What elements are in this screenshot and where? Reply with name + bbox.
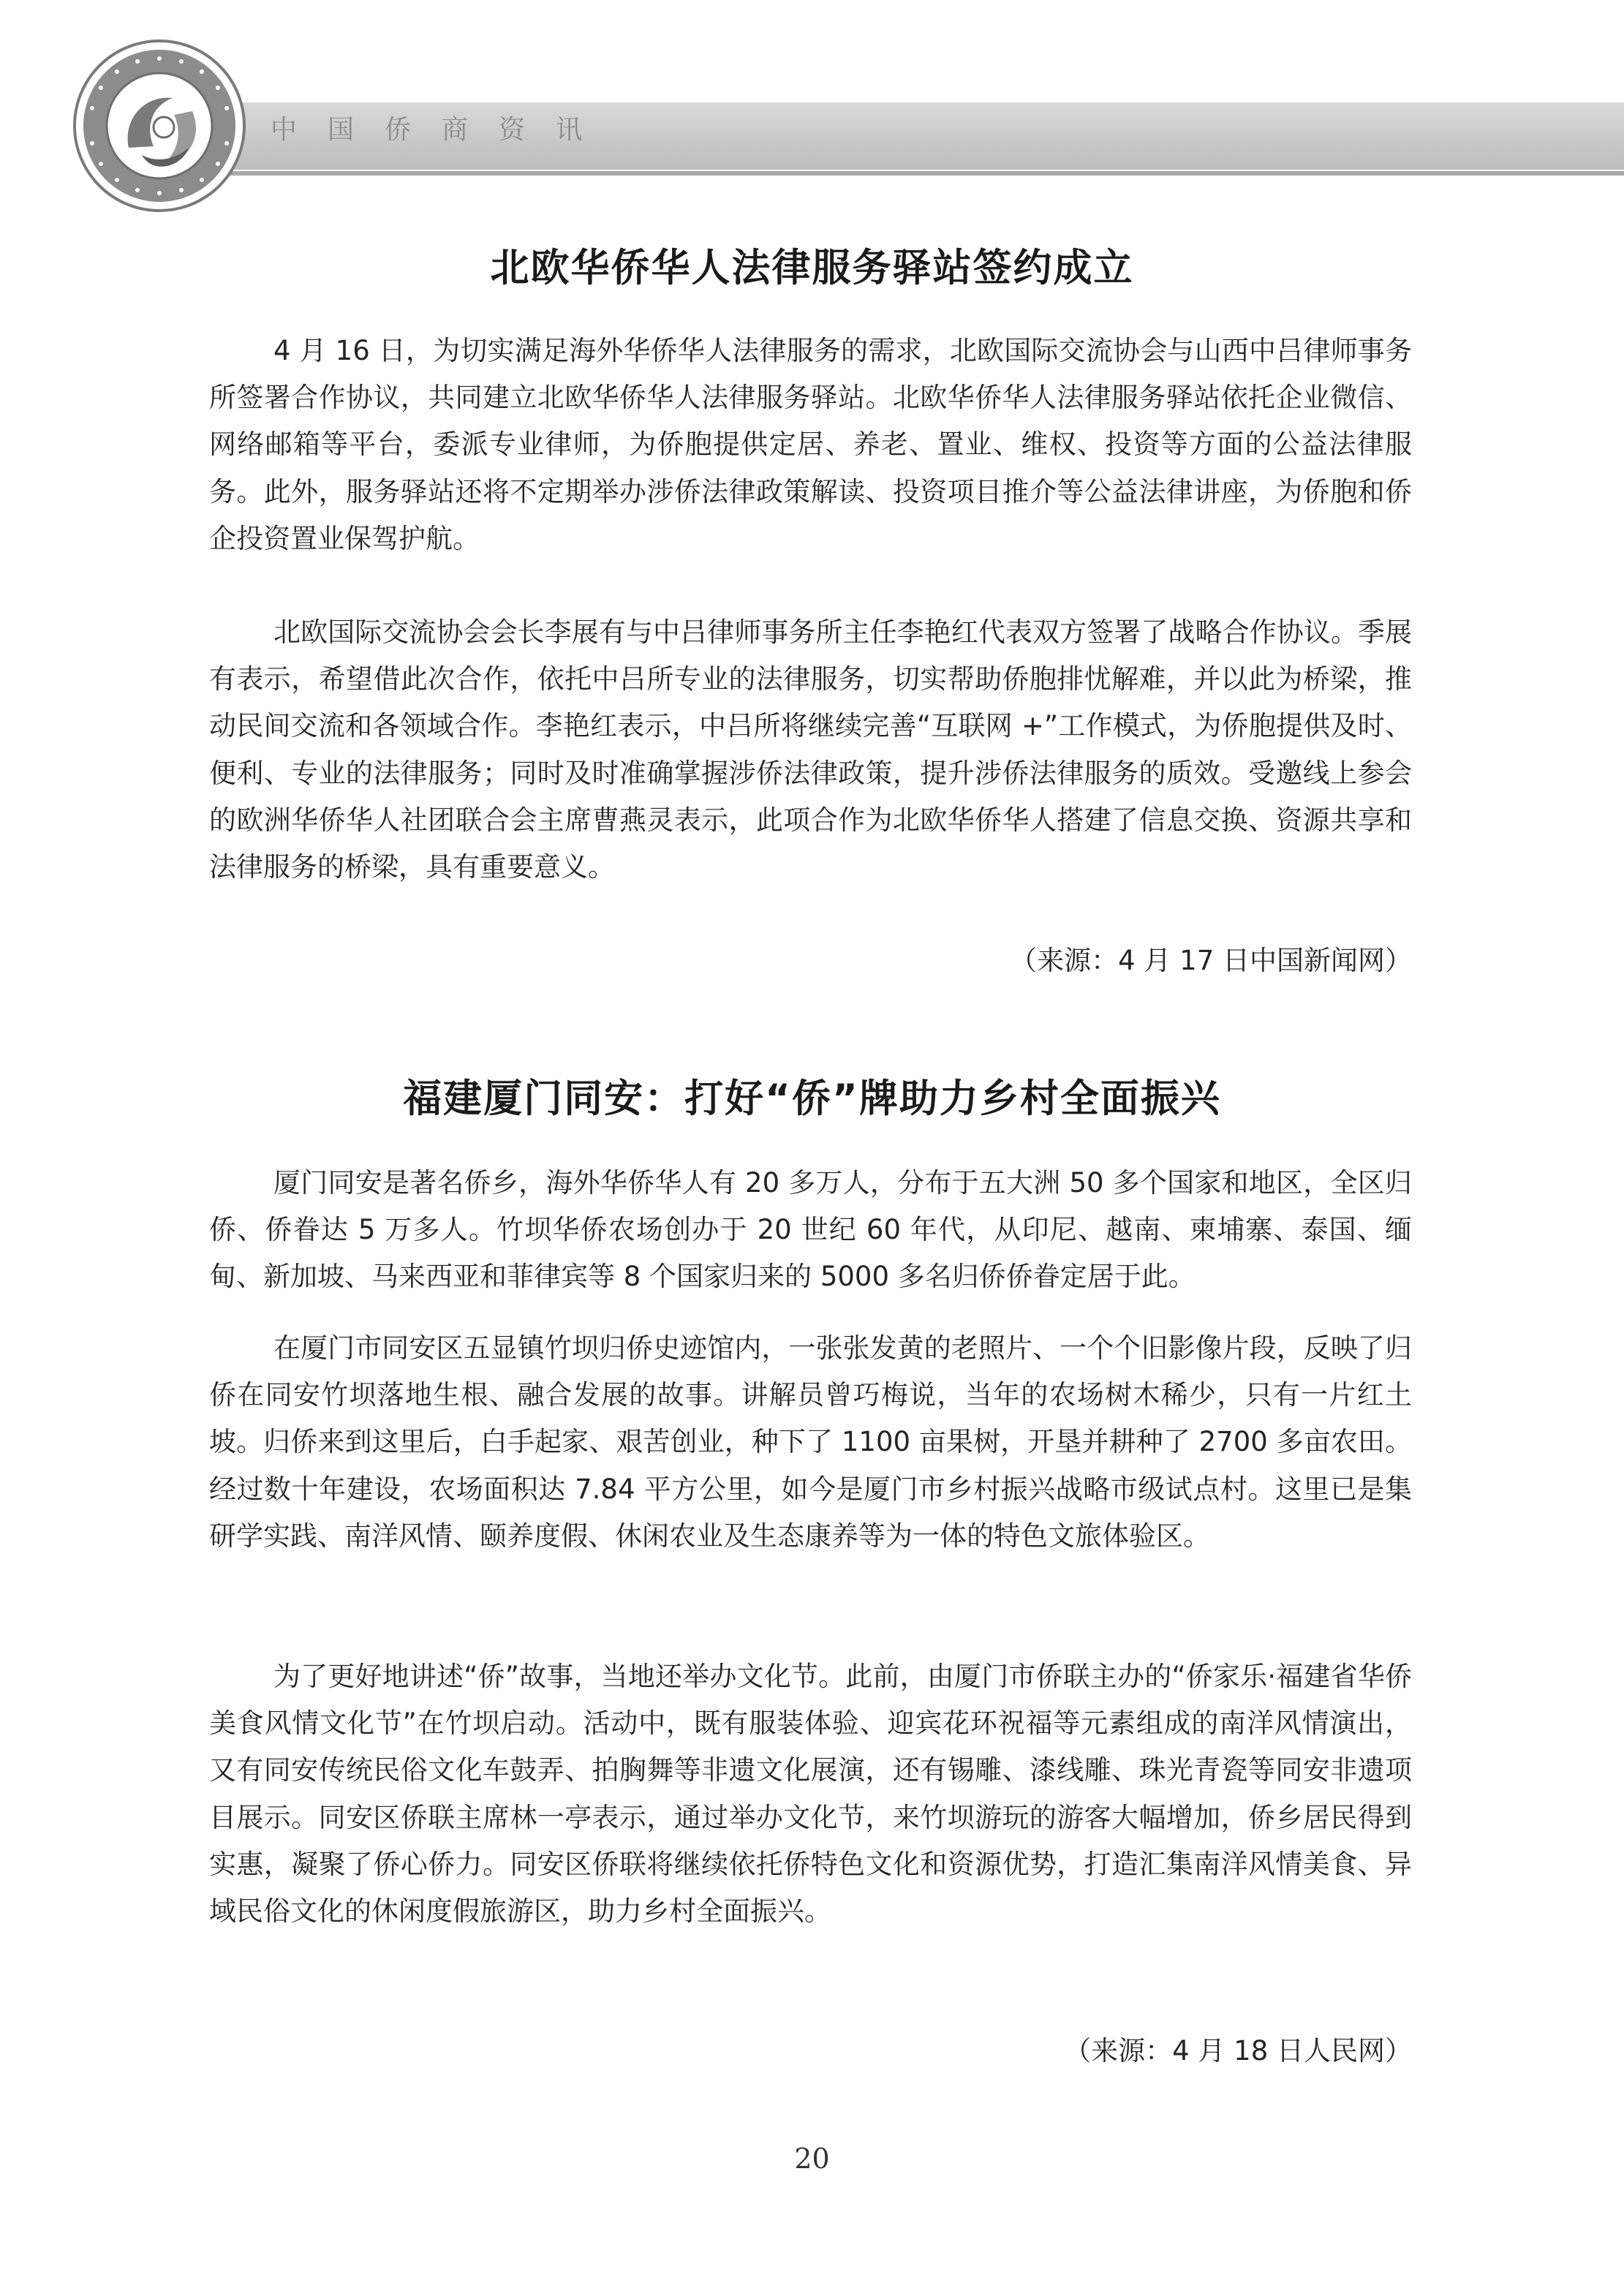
article-1-paragraph-2: 北欧国际交流协会会长李展有与中吕律师事务所主任李艳红代表双方签署了战略合作协议。季展有表示，希望借此次合作，依托中吕所专业的法律服务，切实帮助侨胞排忧解难，并以此为桥梁，推动民间交流和各领域合作。李艳红表示，中吕所将继续完善“互联网 +”工作模式，为侨胞提供及时、便利、专业的法律服务；同时及时准确掌握涉侨法律政策，提升涉侨法律服务的质效。受邀线上参会的欧洲华侨华人社团联合会主席曹燕灵表示，此项合作为北欧华侨华人搭建了信息交换、资源共享和法律服务的桥梁，具有重要意义。 xyxy=(209,616,1412,883)
article-2-paragraph-2: 在厦门市同安区五显镇竹坝归侨史迹馆内，一张张发黄的老照片、一个个旧影像片段，反映了归侨在同安竹坝落地生根、融合发展的故事。讲解员曾巧梅说，当年的农场树木稀少，只有一片红土坡。归侨来到这里后，白手起家、艰苦创业，种下了 1100 亩果树，开垦并耕种了 2700 多亩农田。经过数十年建设，农场面积达 7.84 平方公里，如今是厦门市乡村振兴战略市级试点村。这里已是集研学实践、南洋风情、颐养度假、休闲农业及生态康养等为一体的特色文旅体验区。 xyxy=(209,1332,1412,1552)
article-1-title: 北欧华侨华人法律服务驿站签约成立 xyxy=(490,246,1134,290)
header-title: 中国侨商资讯 xyxy=(271,115,613,145)
article-2-paragraph-1: 厦门同安是著名侨乡，海外华侨华人有 20 多万人，分布于五大洲 50 多个国家和地区，全区归侨、侨眷达 5 万多人。竹坝华侨农场创办于 20 世纪 60 年代，从印尼、越南、柬埔寨、泰国、缅甸、新加坡、马来西亚和菲律宾等 8 个国家归来的 5000 多名归侨侨眷定居于此。 xyxy=(209,1167,1412,1293)
article-2-source: （来源：4 月 18 日人民网） xyxy=(1064,2035,1412,2067)
logo-icon xyxy=(72,38,247,214)
article-1-source: （来源：4 月 17 日中国新闻网） xyxy=(1010,945,1412,976)
page-number: 20 xyxy=(794,2143,830,2175)
header-divider xyxy=(161,171,1624,176)
article-1-paragraph-1: 4 月 16 日，为切实满足海外华侨华人法律服务的需求，北欧国际交流协会与山西中吕律师事务所签署合作协议，共同建立北欧华侨华人法律服务驿站。北欧华侨华人法律服务驿站依托企业微信、网络邮箱等平台，委派专业律师，为侨胞提供定居、养老、置业、维权、投资等方面的公益法律服务。此外，服务驿站还将不定期举办涉侨法律政策解读、投资项目推介等公益法律讲座，为侨胞和侨企投资置业保驾护航。 xyxy=(209,335,1412,554)
article-2-title: 福建厦门同安：打好“侨”牌助力乡村全面振兴 xyxy=(403,1076,1221,1121)
article-2-paragraph-3: 为了更好地讲述“侨”故事，当地还举办文化节。此前，由厦门市侨联主办的“侨家乐·福建省华侨美食风情文化节”在竹坝启动。活动中，既有服装体验、迎宾花环祝福等元素组成的南洋风情演出，又有同安传统民俗文化车鼓弄、拍胸舞等非遗文化展演，还有锡雕、漆线雕、珠光青瓷等同安非遗项目展示。同安区侨联主席林一亭表示，通过举办文化节，来竹坝游玩的游客大幅增加，侨乡居民得到实惠，凝聚了侨心侨力。同安区侨联将继续依托侨特色文化和资源优势，打造汇集南洋风情美食、异域民俗文化的休闲度假旅游区，助力乡村全面振兴。 xyxy=(209,1661,1412,1928)
